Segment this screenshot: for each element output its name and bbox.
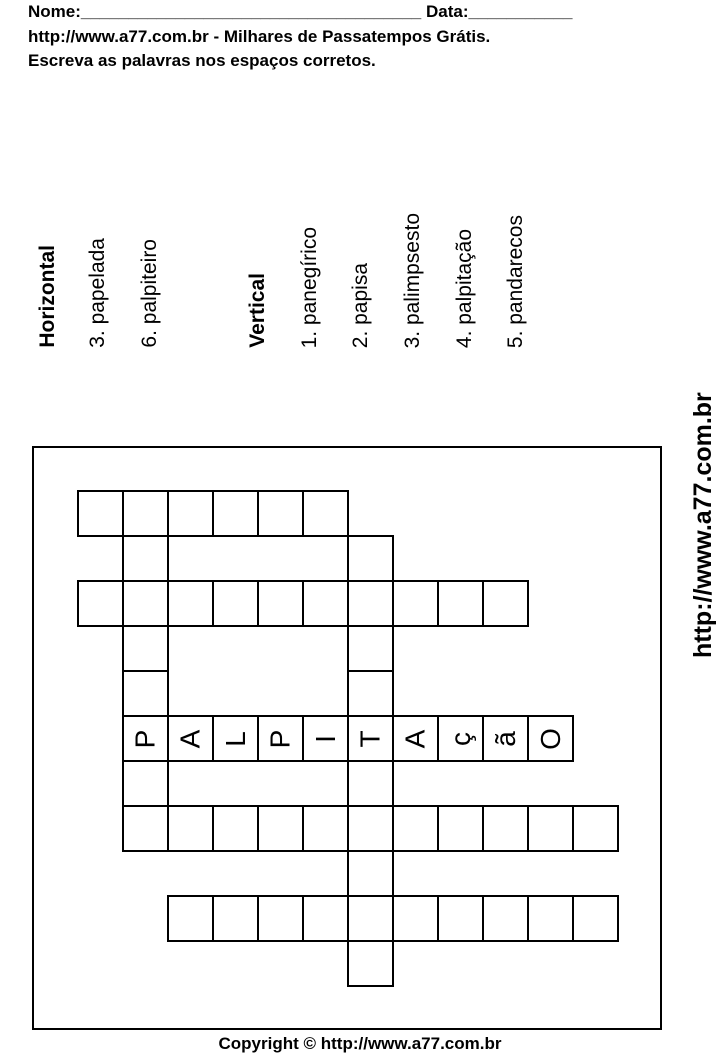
site-tagline: http://www.a77.com.br - Milhares de Passatempos Grátis.	[28, 27, 491, 46]
vertical-clue: 1. panegírico	[298, 226, 321, 348]
crossword-cell[interactable]	[167, 490, 214, 537]
vertical-clue: 2. papisa	[349, 262, 372, 348]
crossword-cell[interactable]	[392, 715, 439, 762]
horizontal-clue: 6. palpiteiro	[138, 239, 161, 348]
crossword-cell[interactable]	[392, 805, 439, 852]
crossword-cell[interactable]	[257, 580, 304, 627]
vertical-clue: 5. pandarecos	[504, 214, 527, 348]
horizontal-clue: 3. papelada	[86, 238, 109, 348]
crossword-cell[interactable]	[527, 715, 574, 762]
instructions: Escreva as palavras nos espaços corretos.	[28, 51, 376, 70]
crossword-cell[interactable]	[122, 535, 169, 582]
crossword-cell[interactable]	[347, 805, 394, 852]
cell-letter: A	[174, 729, 206, 748]
crossword-cell[interactable]	[257, 895, 304, 942]
copyright-footer: Copyright © http://www.a77.com.br	[218, 1034, 502, 1053]
crossword-cell[interactable]	[122, 625, 169, 672]
crossword-cell[interactable]	[437, 805, 484, 852]
crossword-cell[interactable]	[347, 625, 394, 672]
cell-letter: L	[219, 730, 251, 747]
crossword-cell[interactable]	[392, 580, 439, 627]
crossword-cell[interactable]	[122, 805, 169, 852]
crossword-cell[interactable]	[122, 580, 169, 627]
crossword-cell[interactable]	[347, 580, 394, 627]
crossword-cell[interactable]	[122, 490, 169, 537]
crossword-cell[interactable]	[482, 895, 529, 942]
crossword-cell[interactable]	[347, 895, 394, 942]
crossword-cell[interactable]	[302, 580, 349, 627]
cell-letter: P	[129, 729, 161, 748]
crossword-cell[interactable]	[302, 715, 349, 762]
crossword-cell[interactable]	[347, 940, 394, 987]
cell-letter: P	[264, 729, 296, 748]
crossword-cell[interactable]	[347, 715, 394, 762]
side-url: http://www.a77.com.br	[689, 392, 717, 658]
crossword-cell[interactable]	[572, 895, 619, 942]
crossword-cell[interactable]	[302, 490, 349, 537]
crossword-cell[interactable]	[437, 895, 484, 942]
crossword-cell[interactable]	[482, 715, 529, 762]
crossword-cell[interactable]	[167, 715, 214, 762]
crossword-cell[interactable]	[77, 580, 124, 627]
cell-letter: A	[399, 729, 431, 748]
cell-letter: ã	[489, 730, 521, 747]
crossword-cell[interactable]	[167, 805, 214, 852]
clue-list	[30, 170, 550, 360]
crossword-cell[interactable]	[257, 805, 304, 852]
crossword-cell[interactable]	[302, 895, 349, 942]
crossword-cell[interactable]	[122, 715, 169, 762]
crossword-cell[interactable]	[347, 670, 394, 717]
crossword-cell[interactable]	[122, 760, 169, 807]
cell-letter: O	[534, 727, 566, 750]
crossword-cell[interactable]	[392, 895, 439, 942]
crossword-cell[interactable]	[347, 760, 394, 807]
crossword-cell[interactable]	[437, 580, 484, 627]
crossword-cell[interactable]	[347, 850, 394, 897]
horizontal-heading: Horizontal	[36, 245, 59, 348]
crossword-cell[interactable]	[167, 580, 214, 627]
crossword-cell[interactable]	[257, 490, 304, 537]
crossword-cell[interactable]	[527, 805, 574, 852]
crossword-cell[interactable]	[122, 670, 169, 717]
crossword-cell[interactable]	[212, 805, 259, 852]
crossword-cell[interactable]	[212, 715, 259, 762]
crossword-cell[interactable]	[437, 715, 484, 762]
crossword-cell[interactable]	[482, 805, 529, 852]
cell-letter: I	[309, 734, 341, 743]
crossword-cell[interactable]	[212, 490, 259, 537]
crossword-cell[interactable]	[167, 895, 214, 942]
crossword-cell[interactable]	[527, 895, 574, 942]
vertical-heading: Vertical	[246, 273, 269, 348]
vertical-clue: 3. palimpsesto	[401, 212, 424, 348]
crossword-cell[interactable]	[482, 580, 529, 627]
vertical-clue: 4. palpitação	[453, 228, 476, 348]
crossword-cell[interactable]	[212, 895, 259, 942]
name-date-line: Nome:____________________________________ Data:___________	[28, 2, 573, 21]
cell-letter: ç	[444, 731, 476, 746]
crossword-cell[interactable]	[302, 805, 349, 852]
crossword-cell[interactable]	[257, 715, 304, 762]
crossword-cell[interactable]	[572, 805, 619, 852]
crossword-cell[interactable]	[212, 580, 259, 627]
cell-letter: T	[354, 729, 386, 748]
crossword-cell[interactable]	[77, 490, 124, 537]
crossword-cell[interactable]	[347, 535, 394, 582]
